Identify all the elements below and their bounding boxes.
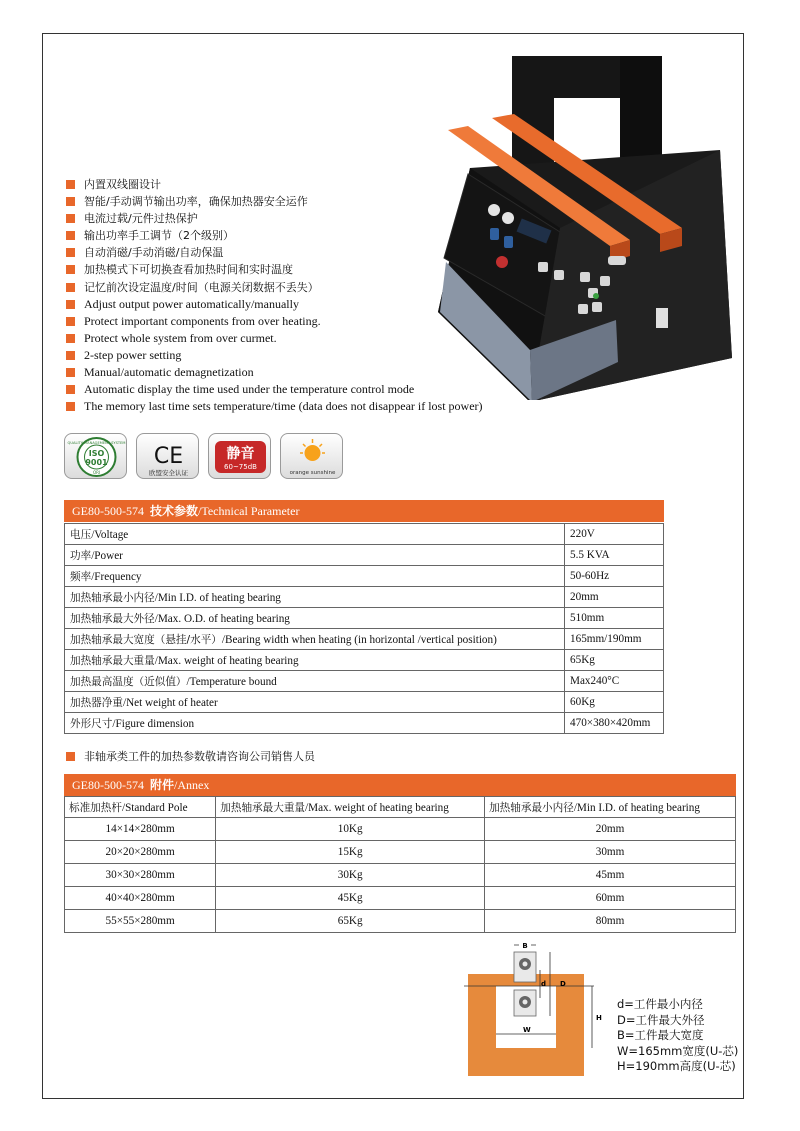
- annex-table: [64, 796, 736, 933]
- param-name: [65, 524, 565, 545]
- iso9001-badge: [64, 433, 127, 479]
- label-d-big: D: [560, 980, 566, 988]
- table-cell: 60mm: [485, 887, 736, 910]
- param-en: /Voltage: [91, 528, 129, 541]
- sunshine-badge: [280, 433, 343, 479]
- certification-badges: [64, 433, 343, 481]
- table-row: [65, 650, 664, 671]
- param-en: /Bearing width when heating (in horizontal /vertical position): [221, 633, 497, 646]
- col-cn: 加热轴承最大重量: [220, 801, 306, 814]
- table-row: [65, 692, 664, 713]
- bullet-icon: [66, 368, 75, 377]
- param-name: [65, 671, 565, 692]
- col-cn: 标准加热杆: [69, 801, 122, 814]
- legend-line: d=工件最小内径: [617, 997, 703, 1011]
- bullet-icon: [66, 402, 75, 411]
- feature-text: 内置双线圈设计: [84, 178, 161, 191]
- param-value: 510mm: [565, 608, 664, 629]
- table-row: [65, 713, 664, 734]
- feature-text: Automatic display the time used under the temperature control mode: [84, 382, 415, 397]
- table-row: [65, 671, 664, 692]
- feature-text: The memory last time sets temperature/time (data does not disappear if lost power): [84, 399, 483, 414]
- feature-text: 自动消磁/手动消磁/自动保温: [84, 246, 224, 260]
- label-w: W: [523, 1026, 531, 1034]
- table-cell: 30Kg: [216, 864, 485, 887]
- param-value: 65Kg: [565, 650, 664, 671]
- col-en: /Standard Pole: [121, 801, 188, 814]
- table-row: [65, 629, 664, 650]
- param-cn: 加热最高温度（近似值）: [70, 675, 187, 688]
- feature-item: [66, 193, 586, 210]
- col-cn: 加热轴承最小内径: [489, 801, 574, 814]
- consult-note: [66, 748, 315, 764]
- sun-caption: orange sunshine: [289, 470, 336, 476]
- col-en: /Min I.D. of heating bearing: [573, 801, 700, 814]
- param-cn: 频率: [70, 570, 92, 583]
- column-header: [485, 797, 736, 818]
- feature-item: [66, 244, 586, 261]
- table-cell: 45mm: [485, 864, 736, 887]
- param-cn: 加热轴承最大重量: [70, 654, 155, 667]
- feature-text: 加热模式下可切换查看加热时间和实时温度: [84, 263, 293, 277]
- annex-table-header: [64, 774, 736, 796]
- bullet-icon: [66, 197, 75, 206]
- bullet-icon: [66, 231, 75, 240]
- legend-line: H=190mm高度(U-芯): [617, 1059, 736, 1074]
- feature-text: Adjust output power automatically/manually: [84, 296, 299, 311]
- param-value: 5.5 KVA: [565, 545, 664, 566]
- param-value: 220V: [565, 524, 664, 545]
- param-en: /Max. weight of heating bearing: [154, 654, 299, 667]
- param-name: [65, 629, 565, 650]
- bullet-icon: [66, 248, 75, 257]
- feature-text: Protect whole system from over curmet.: [84, 330, 277, 345]
- bullet-icon: [66, 283, 75, 292]
- tech-title-cn: 技术参数: [150, 504, 199, 518]
- feature-text: 电流过载/元件过热保护: [84, 212, 198, 226]
- sun-icon: [305, 445, 321, 461]
- feature-text: 2-step power setting: [84, 347, 182, 362]
- feature-item: [66, 296, 586, 313]
- bullet-icon: [66, 214, 75, 223]
- feature-item: [66, 176, 586, 193]
- bullet-icon: [66, 317, 75, 326]
- feature-text: Manual/automatic demagnetization: [84, 365, 254, 380]
- bullet-icon: [66, 351, 75, 360]
- table-cell: 20mm: [485, 818, 736, 841]
- table-cell: 65Kg: [216, 910, 485, 933]
- legend-line: W=165mm宽度(U-芯): [617, 1043, 739, 1058]
- table-cell: 30mm: [485, 841, 736, 864]
- feature-text: Protect important components from over heating.: [84, 313, 321, 328]
- iso-bottom-text: ORI: [92, 470, 101, 475]
- feature-text: 输出功率手工调节（2个级别）: [84, 229, 234, 243]
- table-cell: 80mm: [485, 910, 736, 933]
- iso-number: 9001: [85, 458, 108, 467]
- table-row: [65, 524, 664, 545]
- bullet-icon: [66, 265, 75, 274]
- table-row: [65, 608, 664, 629]
- param-en: /Net weight of heater: [122, 696, 218, 709]
- feature-item: [66, 227, 586, 244]
- annex-header-row: [65, 797, 736, 818]
- param-value: 60Kg: [565, 692, 664, 713]
- param-name: [65, 713, 565, 734]
- feature-item: [66, 381, 586, 398]
- table-cell: 20×20×280mm: [65, 841, 216, 864]
- param-name: [65, 587, 565, 608]
- legend-line: B=工件最大宽度: [617, 1028, 704, 1043]
- table-row: [65, 910, 736, 933]
- param-cn: 外形尺寸: [70, 717, 113, 730]
- table-row: [65, 587, 664, 608]
- bullet-icon: [66, 300, 75, 309]
- annex-title-cn: 附件: [150, 778, 175, 792]
- feature-text: 智能/手动调节输出功率，确保加热器安全运作: [84, 195, 308, 209]
- param-cn: 加热器净重: [70, 696, 123, 709]
- param-name: [65, 608, 565, 629]
- param-value: Max240°C: [565, 671, 664, 692]
- feature-item: [66, 364, 586, 381]
- table-row: [65, 818, 736, 841]
- param-name: [65, 566, 565, 587]
- table-cell: 40×40×280mm: [65, 887, 216, 910]
- bullet-icon: [66, 752, 75, 761]
- table-row: [65, 864, 736, 887]
- param-en: /Figure dimension: [112, 717, 195, 730]
- table-row: [65, 841, 736, 864]
- iso-top-text: QUALITY MANAGEMENT SYSTEM: [67, 441, 126, 445]
- param-name: [65, 692, 565, 713]
- param-value: 20mm: [565, 587, 664, 608]
- param-value: 165mm/190mm: [565, 629, 664, 650]
- table-row: [65, 566, 664, 587]
- table-cell: 30×30×280mm: [65, 864, 216, 887]
- feature-item: [66, 398, 586, 415]
- feature-item: [66, 330, 586, 347]
- feature-item: [66, 313, 586, 330]
- technical-parameter-table: [64, 523, 664, 734]
- label-h: H: [596, 1014, 602, 1022]
- param-cn: 电压: [70, 528, 92, 541]
- bullet-icon: [66, 180, 75, 189]
- param-en: /Temperature bound: [186, 675, 277, 688]
- param-cn: 加热轴承最小内径: [70, 591, 155, 604]
- table-cell: 55×55×280mm: [65, 910, 216, 933]
- param-en: /Min I.D. of heating bearing: [154, 591, 281, 604]
- quiet-badge: [208, 433, 271, 479]
- label-d-small: d: [541, 980, 547, 988]
- diagram-legend: [617, 997, 738, 1075]
- annex-model: GE80-500-574: [72, 778, 144, 792]
- table-cell: 45Kg: [216, 887, 485, 910]
- param-cn: 功率: [70, 549, 92, 562]
- tech-table-header: [64, 500, 664, 522]
- ce-mark: CE: [153, 444, 184, 469]
- param-cn: 加热轴承最大外径: [70, 612, 155, 625]
- param-value: 470×380×420mm: [565, 713, 664, 734]
- table-cell: 15Kg: [216, 841, 485, 864]
- feature-text: 记忆前次设定温度/时间（电源关闭数据不丢失）: [84, 280, 319, 294]
- feature-list: [66, 176, 586, 415]
- col-en: /Max. weight of heating bearing: [305, 801, 449, 814]
- feature-item: [66, 279, 586, 296]
- column-header: [216, 797, 485, 818]
- table-cell: 14×14×280mm: [65, 818, 216, 841]
- table-row: [65, 545, 664, 566]
- param-name: [65, 650, 565, 671]
- tech-model: GE80-500-574: [72, 504, 144, 518]
- param-name: [65, 545, 565, 566]
- param-cn: 加热轴承最大宽度（悬挂/水平）: [70, 633, 222, 646]
- feature-item: [66, 347, 586, 364]
- label-b: B: [522, 942, 528, 950]
- bullet-icon: [66, 334, 75, 343]
- iso-text: ISO: [88, 449, 105, 458]
- quiet-db: 60~75dB: [224, 463, 257, 471]
- ce-badge: [136, 433, 199, 479]
- param-value: 50-60Hz: [565, 566, 664, 587]
- annex-title-en: /Annex: [174, 778, 210, 792]
- param-en: /Power: [91, 549, 123, 562]
- legend-line: D=工件最大外径: [617, 1012, 705, 1027]
- column-header: [65, 797, 216, 818]
- table-row: [65, 887, 736, 910]
- table-cell: 10Kg: [216, 818, 485, 841]
- ce-caption: 欧盟安全认证: [149, 469, 188, 477]
- quiet-title: 静音: [226, 446, 255, 462]
- param-en: /Frequency: [91, 570, 142, 583]
- bullet-icon: [66, 385, 75, 394]
- feature-item: [66, 261, 586, 278]
- note-text: 非轴承类工件的加热参数敬请咨询公司销售人员: [84, 750, 315, 763]
- feature-item: [66, 210, 586, 227]
- param-en: /Max. O.D. of heating bearing: [154, 612, 290, 625]
- tech-title-en: /Technical Parameter: [198, 504, 300, 518]
